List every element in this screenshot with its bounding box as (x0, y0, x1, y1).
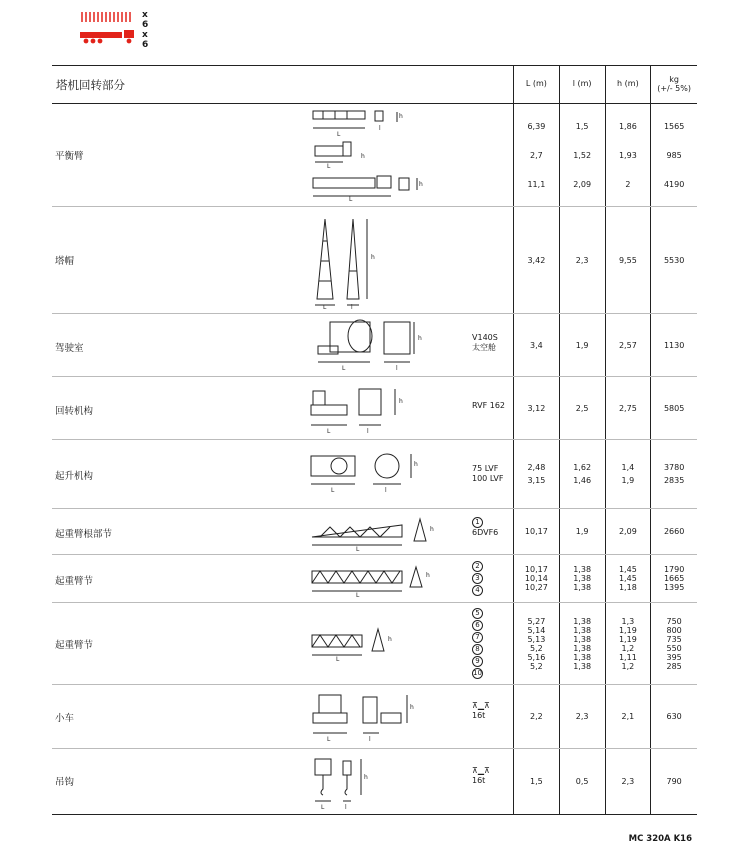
svg-text:h: h (388, 636, 392, 643)
header-weight-tolerance: (+/- 5%) (657, 83, 691, 93)
table-row: 起重臂根部节 L h 1 6DVF6 10,17 1,9 2,09 2660 (52, 509, 697, 555)
truck-load-icon (80, 11, 138, 23)
table-row: 小车 L l h ⊼▁⊼ 16t 2,2 2,3 2,1 630 (52, 685, 697, 749)
section-number-list: 5 6 7 8 9 10 (473, 609, 482, 677)
svg-text:L: L (336, 656, 340, 661)
table-row: 塔帽 L l h 3,42 2,3 9,55 5530 (52, 207, 697, 314)
section-number: 1 (472, 517, 483, 528)
svg-text:L: L (349, 196, 353, 203)
component-name: 回转机构 (55, 406, 94, 417)
svg-text:L: L (327, 428, 331, 435)
table-row: 起升机构 L l h 75 LVF 100 LVF 2,48 3,15 1,62 1,46 1,4 1,9 3780 2835 (52, 440, 697, 509)
table-row: 起重臂节 L h 2 3 4 10,17 10,14 10,27 1,38 1,38 1,38 1,45 1,45 1,18 1790 1665 1395 (52, 555, 697, 603)
svg-text:h: h (399, 113, 403, 120)
component-name: 小车 (55, 713, 75, 724)
svg-text:h: h (364, 774, 368, 781)
svg-text:h: h (371, 254, 375, 261)
table-row: 回转机构 L l h RVF 162 3,12 2,5 2,75 5805 (52, 377, 697, 440)
header-title: 塔机回转部分 (52, 66, 514, 103)
model-label: 75 LVF 100 LVF (472, 464, 504, 483)
svg-text:l: l (345, 804, 347, 811)
component-name: 起升机构 (55, 471, 94, 482)
svg-text:h: h (361, 153, 365, 160)
svg-text:h: h (399, 398, 403, 405)
hook-config-icon: ⊼▁⊼ (472, 701, 490, 710)
short-jib-section-drawing (310, 625, 430, 661)
tower-head-drawing (307, 211, 397, 309)
trolley-drawing (307, 691, 427, 745)
header-weight-unit: kg (669, 74, 679, 84)
svg-text:h: h (430, 526, 434, 533)
model-code: MC 320A K16 (628, 834, 692, 844)
svg-text:l: l (385, 487, 387, 494)
cabin-drawing (314, 318, 434, 374)
svg-text:h: h (426, 572, 430, 579)
model-label: V140S 太空舱 (472, 333, 498, 352)
svg-text:L: L (356, 592, 360, 597)
table-row: 驾驶室 L l h V140S 太空舱 3,4 1,9 2,57 1130 (52, 314, 697, 377)
component-name: 驾驶室 (55, 343, 84, 354)
svg-text:L: L (356, 546, 360, 551)
svg-text:h: h (414, 461, 418, 468)
hook-block-drawing (307, 755, 387, 811)
jib-section-drawing (310, 561, 450, 597)
slewing-mechanism-drawing (307, 383, 417, 437)
header-length: L (m) (514, 66, 560, 103)
svg-text:L: L (331, 487, 335, 494)
svg-text:L: L (323, 304, 327, 309)
svg-text:L: L (327, 736, 331, 743)
header-height: h (m) (606, 66, 652, 103)
svg-text:h: h (410, 704, 414, 711)
svg-text:l: l (351, 304, 353, 309)
legend-count-top: x 6 (142, 10, 149, 30)
header-weight (651, 66, 697, 103)
hoist-mechanism-drawing (307, 448, 427, 504)
svg-text:l: l (369, 736, 371, 743)
svg-text:l: l (396, 365, 398, 372)
model-label: ⊼▁⊼ 16t (472, 701, 490, 720)
svg-text:l: l (367, 428, 369, 435)
jib-foot-drawing (310, 515, 450, 551)
table-row: 吊钩 L l h ⊼▁⊼ 16t 1,5 0,5 2,3 790 (52, 749, 697, 814)
component-table (52, 65, 697, 815)
svg-text:L: L (327, 163, 331, 170)
component-name: 起重臂节 (55, 576, 94, 587)
hook-config-icon: ⊼▁⊼ (472, 766, 490, 775)
svg-text:L: L (321, 804, 325, 811)
component-name: 平衡臂 (55, 151, 84, 162)
svg-text:l: l (379, 125, 381, 132)
model-label: ⊼▁⊼ 16t (472, 766, 490, 785)
component-name: 吊钩 (55, 777, 75, 788)
svg-text:h: h (418, 335, 422, 342)
model-label: 1 6DVF6 (472, 518, 499, 537)
svg-text:L: L (342, 365, 346, 372)
svg-text:h: h (419, 181, 423, 188)
component-name: 起重臂根部节 (55, 529, 113, 540)
component-name: 塔帽 (55, 256, 75, 267)
table-row: 平衡臂 L l h L h L h 6,39 2,7 11,1 1,5 1,52 2,09 1,86 1,93 2 1565 985 4190 (52, 104, 697, 207)
section-number-list: 2 3 4 (472, 561, 483, 597)
table-header (52, 66, 697, 104)
truck-icon (80, 29, 140, 45)
model-label: RVF 162 (472, 401, 506, 410)
legend-count-bottom: x 6 (142, 30, 149, 50)
header-width: l (m) (560, 66, 606, 103)
counter-jib-drawing (307, 108, 437, 203)
component-name: 起重臂节 (55, 640, 94, 651)
svg-text:L: L (337, 131, 341, 138)
table-row: 起重臂节 L h 5 6 7 8 9 10 5,27 5,14 5,13 5,2 5,16 5,2 1,38 1,38 1,38 1,38 1,38 1,38 1,3 1,19 1,19 1,2 1,11 1,2 750 800 735 550 395 285 (52, 603, 697, 685)
